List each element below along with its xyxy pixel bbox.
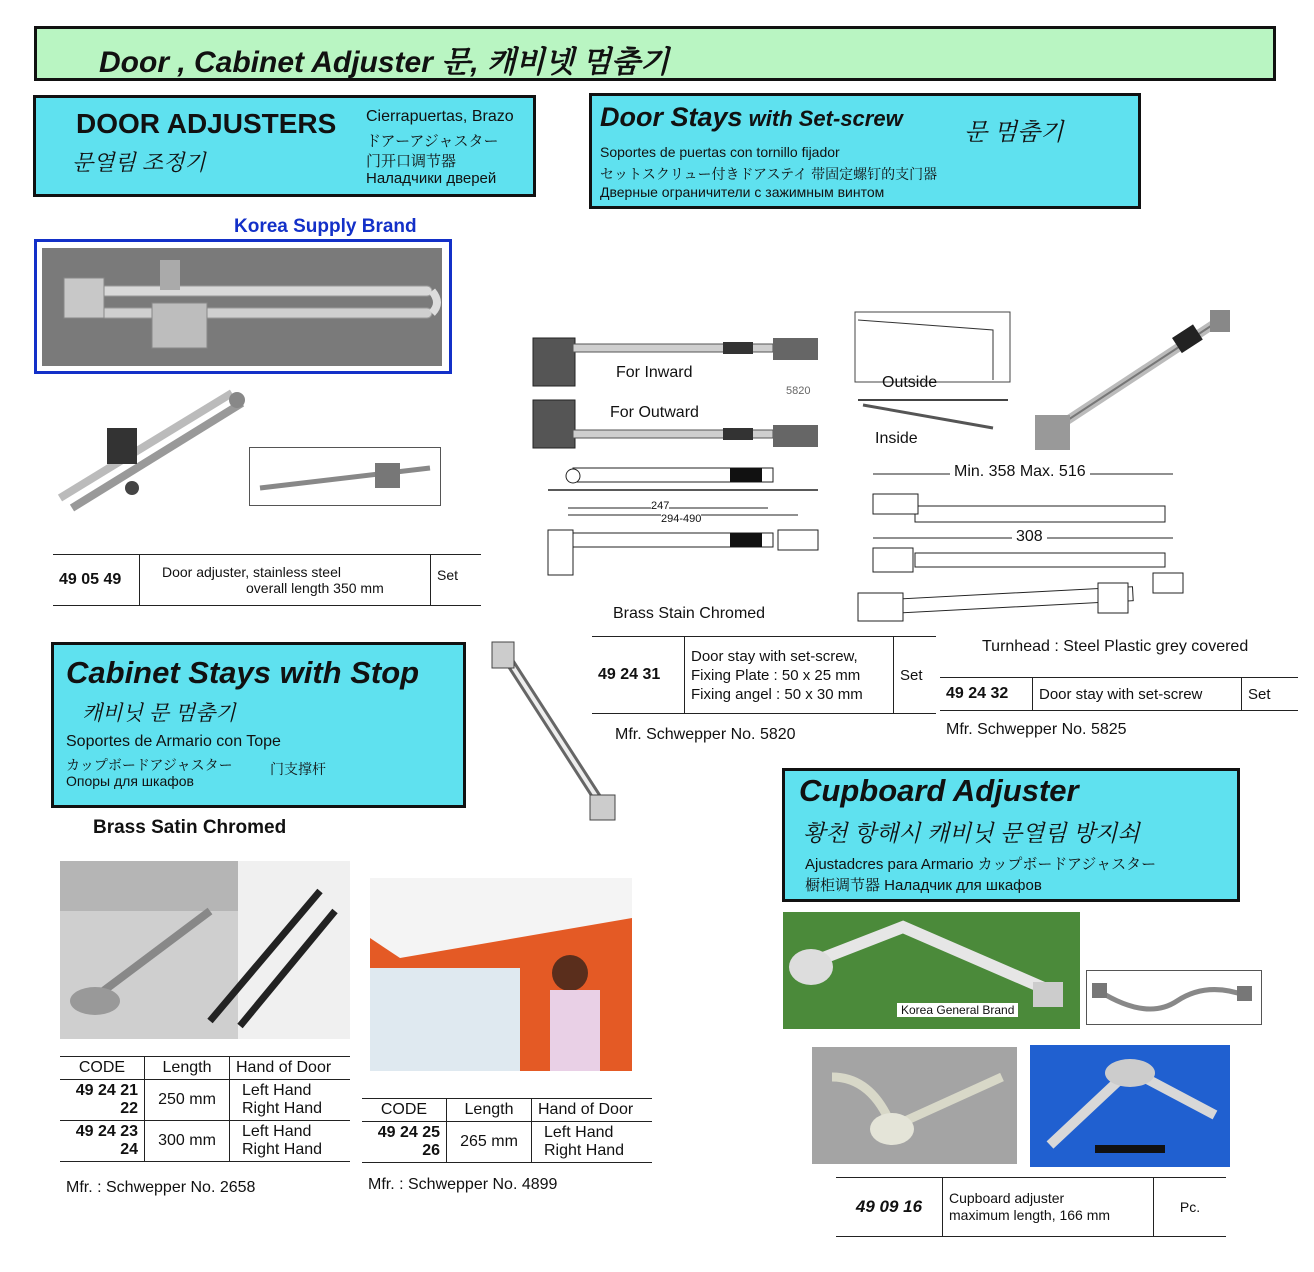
door-adjuster-thumb-frame — [249, 447, 441, 506]
door-stay-492431-desc-3: Fixing angel : 50 x 30 mm — [691, 685, 863, 703]
door-stay-492431-unit: Set — [900, 666, 923, 684]
page-title-bar — [34, 26, 1276, 81]
table2-row-code — [362, 1122, 447, 1163]
table2-row-hand1: Left Hand — [544, 1124, 614, 1141]
door-stays-heading-rest: with Set-screw — [742, 106, 903, 131]
table2-row-length: 265 mm — [447, 1122, 532, 1163]
outside-label: Outside — [882, 374, 938, 391]
dim-247: 247 — [651, 500, 670, 512]
door-adjusters-korean: 문열림 조정기 — [72, 150, 206, 175]
min-max-label: Min. 358 Max. 516 — [950, 463, 1090, 481]
door-adjuster-thumb-drawing — [250, 448, 440, 505]
table2-row-code1: 49 24 25 — [377, 1124, 440, 1141]
cupboard-adjuster-photo-green — [783, 912, 1080, 1029]
cabinet-stays-header — [51, 642, 466, 808]
cupboard-adjuster-photo-grey — [812, 1047, 1017, 1164]
door-stays-heading — [600, 102, 903, 133]
door-stays-lang-2: セットスクリュー付きドアステイ 带固定螺钉的支门器 — [600, 166, 938, 182]
inside-label: Inside — [875, 430, 918, 447]
cupboard-adjuster-photo-blue-drawing — [1030, 1045, 1230, 1167]
dim-308-label: 308 — [1012, 528, 1047, 546]
cabinet-stays-heading: Cabinet Stays with Stop — [66, 655, 420, 690]
table1-row1-length: 250 mm — [145, 1080, 230, 1121]
product-code-490916: 49 09 16 — [836, 1178, 943, 1237]
door-stay-492432-desc: Door stay with set-screw — [1033, 678, 1242, 711]
door-stay-492431-table — [592, 636, 936, 714]
table1-row2-code — [60, 1121, 145, 1162]
door-adjuster-unit: Set — [437, 567, 459, 583]
cupboard-adjuster-photo-grey-drawing — [812, 1047, 1017, 1164]
cabinet-stay-diagonal-drawing — [490, 640, 620, 825]
table1-row1-hand1: Left Hand — [242, 1082, 312, 1099]
table1-row1-hand2: Right Hand — [242, 1100, 323, 1117]
table2-header-length: Length — [447, 1099, 532, 1122]
table2-header-code: CODE — [362, 1099, 447, 1122]
turnhead-label: Turnhead : Steel Plastic grey covered — [982, 638, 1249, 655]
page-title: Door , Cabinet Adjuster 문, 캐비넷 멈춤기 — [99, 46, 670, 79]
table1-row2-hand2: Right Hand — [242, 1141, 323, 1158]
cabinet-stay-photo-drawing — [60, 861, 350, 1039]
door-adjuster-photo-drawing — [42, 248, 442, 366]
for-inward-label: For Inward — [616, 364, 693, 381]
table1-row1-hand — [230, 1080, 351, 1121]
cabinet-stay-4899-table — [362, 1098, 652, 1163]
cabinet-stay-2658-table — [60, 1056, 350, 1162]
cupboard-adjuster-heading: Cupboard Adjuster — [799, 773, 1079, 808]
cabinet-stay-4899-photo — [370, 878, 632, 1071]
door-stay-outside-inside-drawing — [853, 310, 1013, 435]
door-stays-korean: 문 멈춤기 — [964, 119, 1064, 146]
door-adjusters-lang-4: Наладчики дверей — [366, 170, 497, 187]
cupboard-adjuster-desc-line2: maximum length, 166 mm — [949, 1207, 1111, 1223]
table1-row2-length: 300 mm — [145, 1121, 230, 1162]
door-stay-5825-photo — [1025, 305, 1235, 455]
dim-294-490: 294-490 — [661, 513, 702, 525]
door-stay-492432-table — [940, 677, 1298, 711]
table2-row-hand2: Right Hand — [544, 1142, 625, 1159]
door-adjuster-desc — [140, 555, 431, 606]
table1-row2-code1: 49 24 23 — [75, 1123, 138, 1140]
door-adjusters-heading: DOOR ADJUSTERS — [76, 108, 337, 139]
cabinet-stay-4899-photo-drawing — [370, 878, 632, 1071]
table1-header-hand: Hand of Door — [236, 1059, 332, 1076]
table1-header-length: Length — [145, 1057, 230, 1080]
cupboard-adjuster-korean: 황천 항해시 캐비닛 문열림 방지쇠 — [803, 820, 1140, 846]
door-adjuster-photo — [42, 248, 442, 366]
cupboard-adjuster-unit: Pc. — [1179, 1199, 1201, 1215]
table1-row2-code2: 24 — [120, 1141, 138, 1158]
door-adjuster-desc-line1: Door adjuster, stainless steel — [162, 564, 341, 580]
product-code-492431: 49 24 31 — [592, 637, 685, 714]
mfr-2658: Mfr. : Schwepper No. 2658 — [66, 1179, 256, 1196]
door-stays-header — [589, 93, 1141, 209]
cupboard-adjuster-desc-line1: Cupboard adjuster — [949, 1190, 1065, 1206]
cabinet-stay-photo — [60, 861, 350, 1039]
cabinet-stays-korean: 캐비닛 문 멈춤기 — [82, 702, 236, 725]
door-adjuster-desc-line2: overall length 350 mm — [246, 580, 384, 596]
cupboard-adjuster-thumb-drawing — [1087, 971, 1261, 1024]
table2-header-hand: Hand of Door — [538, 1101, 634, 1118]
cupboard-adjuster-header — [782, 768, 1240, 902]
door-adjusters-lang-1: Cierrapuertas, Brazo — [366, 108, 514, 125]
mfr-5825: Mfr. Schwepper No. 5825 — [946, 721, 1127, 738]
table1-row1-code — [60, 1080, 145, 1121]
door-adjuster-spec-table — [53, 554, 481, 606]
door-adjuster-open-drawing — [52, 388, 262, 518]
door-stay-5825-dimension-drawing — [853, 468, 1193, 633]
table1-row1-code2: 22 — [120, 1100, 138, 1117]
brass-stain-chromed-label: Brass Stain Chromed — [613, 605, 766, 622]
door-stay-492431-desc-1: Door stay with set-screw, — [691, 647, 858, 665]
table2-row-hand — [532, 1122, 653, 1163]
mfr-5820: Mfr. Schwepper No. 5820 — [615, 726, 796, 743]
door-stay-492432-unit: Set — [1248, 685, 1271, 703]
cabinet-stays-lang-3: Опоры для шкафов — [66, 773, 194, 789]
cupboard-adjuster-photo-blue — [1030, 1045, 1230, 1167]
product-code-492432: 49 24 32 — [940, 678, 1033, 711]
table1-header-code: CODE — [60, 1057, 145, 1080]
door-stay-492431-desc-2: Fixing Plate : 50 x 25 mm — [691, 666, 861, 684]
table1-row1-code1: 49 24 21 — [75, 1082, 138, 1099]
korea-supply-brand-label: Korea Supply Brand — [226, 216, 425, 238]
door-adjusters-lang-3: 门开口调节器 — [366, 153, 457, 170]
cupboard-adjuster-spec-table — [836, 1177, 1226, 1237]
door-stay-492431-desc — [685, 637, 894, 714]
door-stays-lang-1: Soportes de puertas con tornillo fijador — [600, 144, 840, 160]
cupboard-adjuster-desc — [943, 1178, 1154, 1237]
door-stays-lang-3: Дверные ограничители с зажимным винтом — [600, 184, 885, 200]
product-code-490549: 49 05 49 — [53, 555, 140, 606]
table1-row2-hand — [230, 1121, 351, 1162]
cupboard-adjuster-lang-1: Ajustadcres para Armario カップボードアジャスター — [805, 856, 1157, 873]
cupboard-adjuster-lang-2: 橱柜调节器 Наладчик для шкафов — [805, 877, 1042, 894]
cabinet-stays-chinese: 门支撑杆 — [270, 761, 326, 777]
mfr-4899: Mfr. : Schwepper No. 4899 — [368, 1176, 558, 1193]
table2-row-code2: 26 — [422, 1142, 440, 1159]
door-adjusters-header — [33, 95, 536, 197]
door-stays-heading-bold: Door Stays — [600, 102, 743, 132]
korea-general-brand-label: Korea General Brand — [897, 1003, 1018, 1017]
door-adjusters-lang-2: ドアーアジャスター — [366, 133, 499, 150]
for-outward-label: For Outward — [610, 404, 699, 421]
cabinet-stays-lang-1: Soportes de Armario con Tope — [66, 733, 281, 750]
cabinet-stays-lang-2: カップボードアジャスター — [66, 757, 233, 773]
model-mark-5820: 5820 — [786, 385, 811, 397]
cupboard-adjuster-thumb-frame — [1086, 970, 1262, 1025]
table1-row2-hand1: Left Hand — [242, 1123, 312, 1140]
brass-satin-chromed-label: Brass Satin Chromed — [93, 817, 287, 838]
